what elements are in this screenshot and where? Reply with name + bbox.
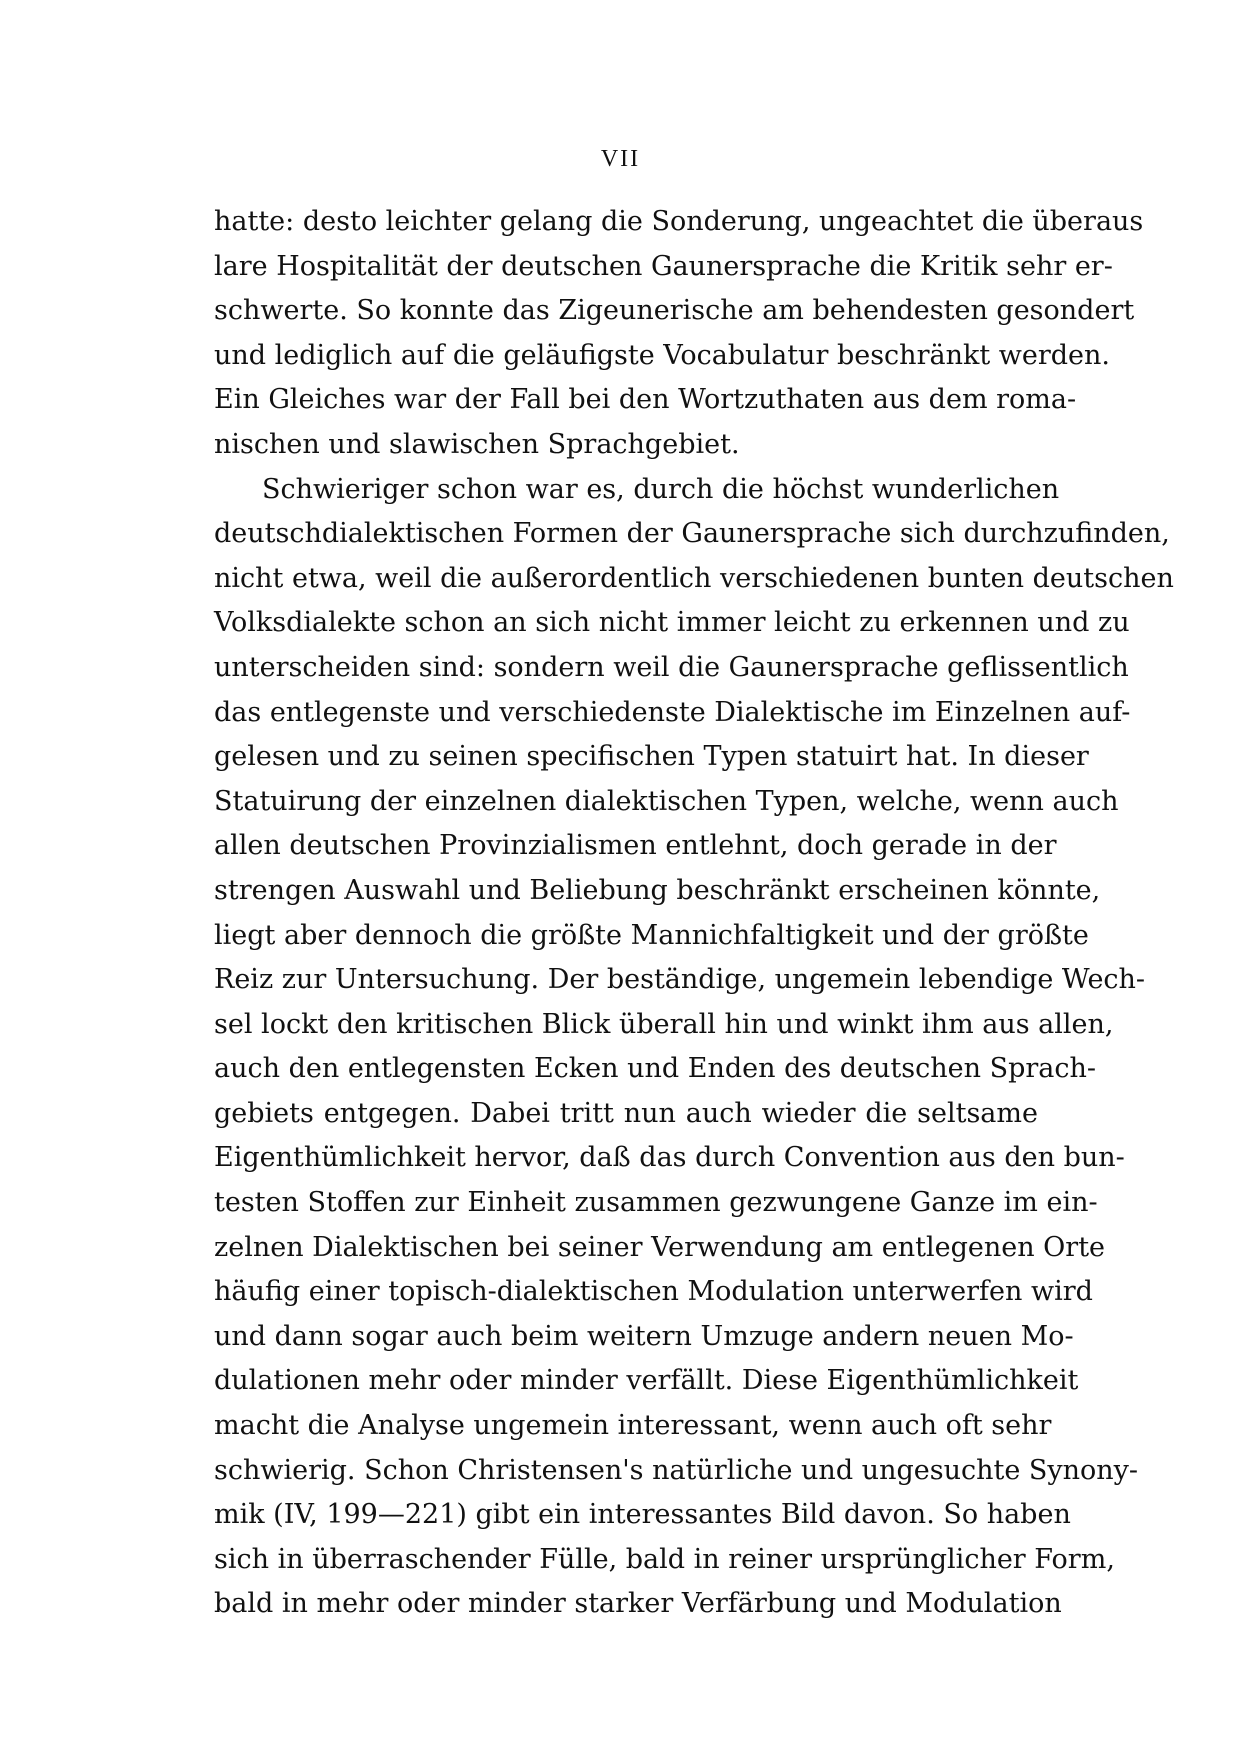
text-line: gelesen und zu seinen specifischen Typen statuirt hat. In dieser xyxy=(214,741,1089,773)
text-line: Schwieriger schon war es, durch die höchst wunderlichen xyxy=(262,473,1060,505)
text-line: allen deutschen Provinzialismen entlehnt, doch gerade in der xyxy=(214,830,1057,862)
text-line: testen Stoffen zur Einheit zusammen gezwungene Ganze im ein- xyxy=(214,1187,1098,1219)
text-line: dulationen mehr oder minder verfällt. Diese Eigenthümlichkeit xyxy=(214,1365,1079,1397)
text-line: nischen und slawischen Sprachgebiet. xyxy=(214,428,740,460)
text-line: Volksdialekte schon an sich nicht immer leicht zu erkennen und zu xyxy=(214,607,1130,639)
text-line: sel lockt den kritischen Blick überall hin und winkt ihm aus allen, xyxy=(214,1008,1114,1040)
text-line: bald in mehr oder minder starker Verfärbung und Modulation xyxy=(214,1588,1062,1620)
text-line: schwierig. Schon Christensen's natürliche und ungesuchte Synony- xyxy=(214,1454,1139,1486)
text-line: Reiz zur Untersuchung. Der beständige, ungemein lebendige Wech- xyxy=(214,964,1146,996)
text-line: mik (IV, 199—221) gibt ein interessantes Bild davon. So haben xyxy=(214,1499,1071,1531)
text-line: liegt aber dennoch die größte Mannichfaltigkeit und der größte xyxy=(214,919,1089,951)
text-line: gebiets entgegen. Dabei tritt nun auch wieder die seltsame xyxy=(214,1097,1038,1129)
text-line: das entlegenste und verschiedenste Dialektische im Einzelnen auf- xyxy=(214,696,1131,728)
text-line: deutschdialektischen Formen der Gaunersprache sich durchzufinden, xyxy=(214,518,1170,550)
page-number: VII xyxy=(600,146,641,172)
text-line: hatte: desto leichter gelang die Sonderung, ungeachtet die überaus xyxy=(214,206,1144,237)
text-line: unterscheiden sind: sondern weil die Gaunersprache geflissentlich xyxy=(214,651,1129,683)
text-line: Statuirung der einzelnen dialektischen Typen, welche, wenn auch xyxy=(214,785,1119,817)
text-line: sich in überraschender Fülle, bald in reiner ursprünglicher Form, xyxy=(214,1543,1115,1575)
text-line: strengen Auswahl und Beliebung beschränkt erscheinen könnte, xyxy=(214,874,1101,906)
text-line: und dann sogar auch beim weitern Umzuge andern neuen Mo- xyxy=(214,1320,1074,1352)
text-line: Ein Gleiches war der Fall bei den Wortzuthaten aus dem roma- xyxy=(214,384,1077,416)
text-line: schwerte. So konnte das Zigeunerische am behendesten gesondert xyxy=(214,295,1135,327)
text-line: zelnen Dialektischen bei seiner Verwendung am entlegenen Orte xyxy=(214,1231,1106,1263)
paragraph-1 xyxy=(214,200,1144,468)
text-line: lare Hospitalität der deutschen Gaunersprache die Kritik sehr er- xyxy=(214,250,1113,282)
body-text xyxy=(214,200,1174,1627)
text-line: Eigenthümlichkeit hervor, daß das durch Convention aus den bun- xyxy=(214,1142,1125,1174)
text-line: macht die Analyse ungemein interessant, wenn auch oft sehr xyxy=(214,1410,1052,1442)
text-line: häufig einer topisch-dialektischen Modulation unterwerfen wird xyxy=(214,1276,1093,1308)
text-line: nicht etwa, weil die außerordentlich verschiedenen bunten deutschen xyxy=(214,562,1174,594)
paragraph-2 xyxy=(214,468,1174,1627)
text-line: auch den entlegensten Ecken und Enden des deutschen Sprach- xyxy=(214,1053,1097,1085)
text-line: und lediglich auf die geläufigste Vocabulatur beschränkt werden. xyxy=(214,339,1110,371)
